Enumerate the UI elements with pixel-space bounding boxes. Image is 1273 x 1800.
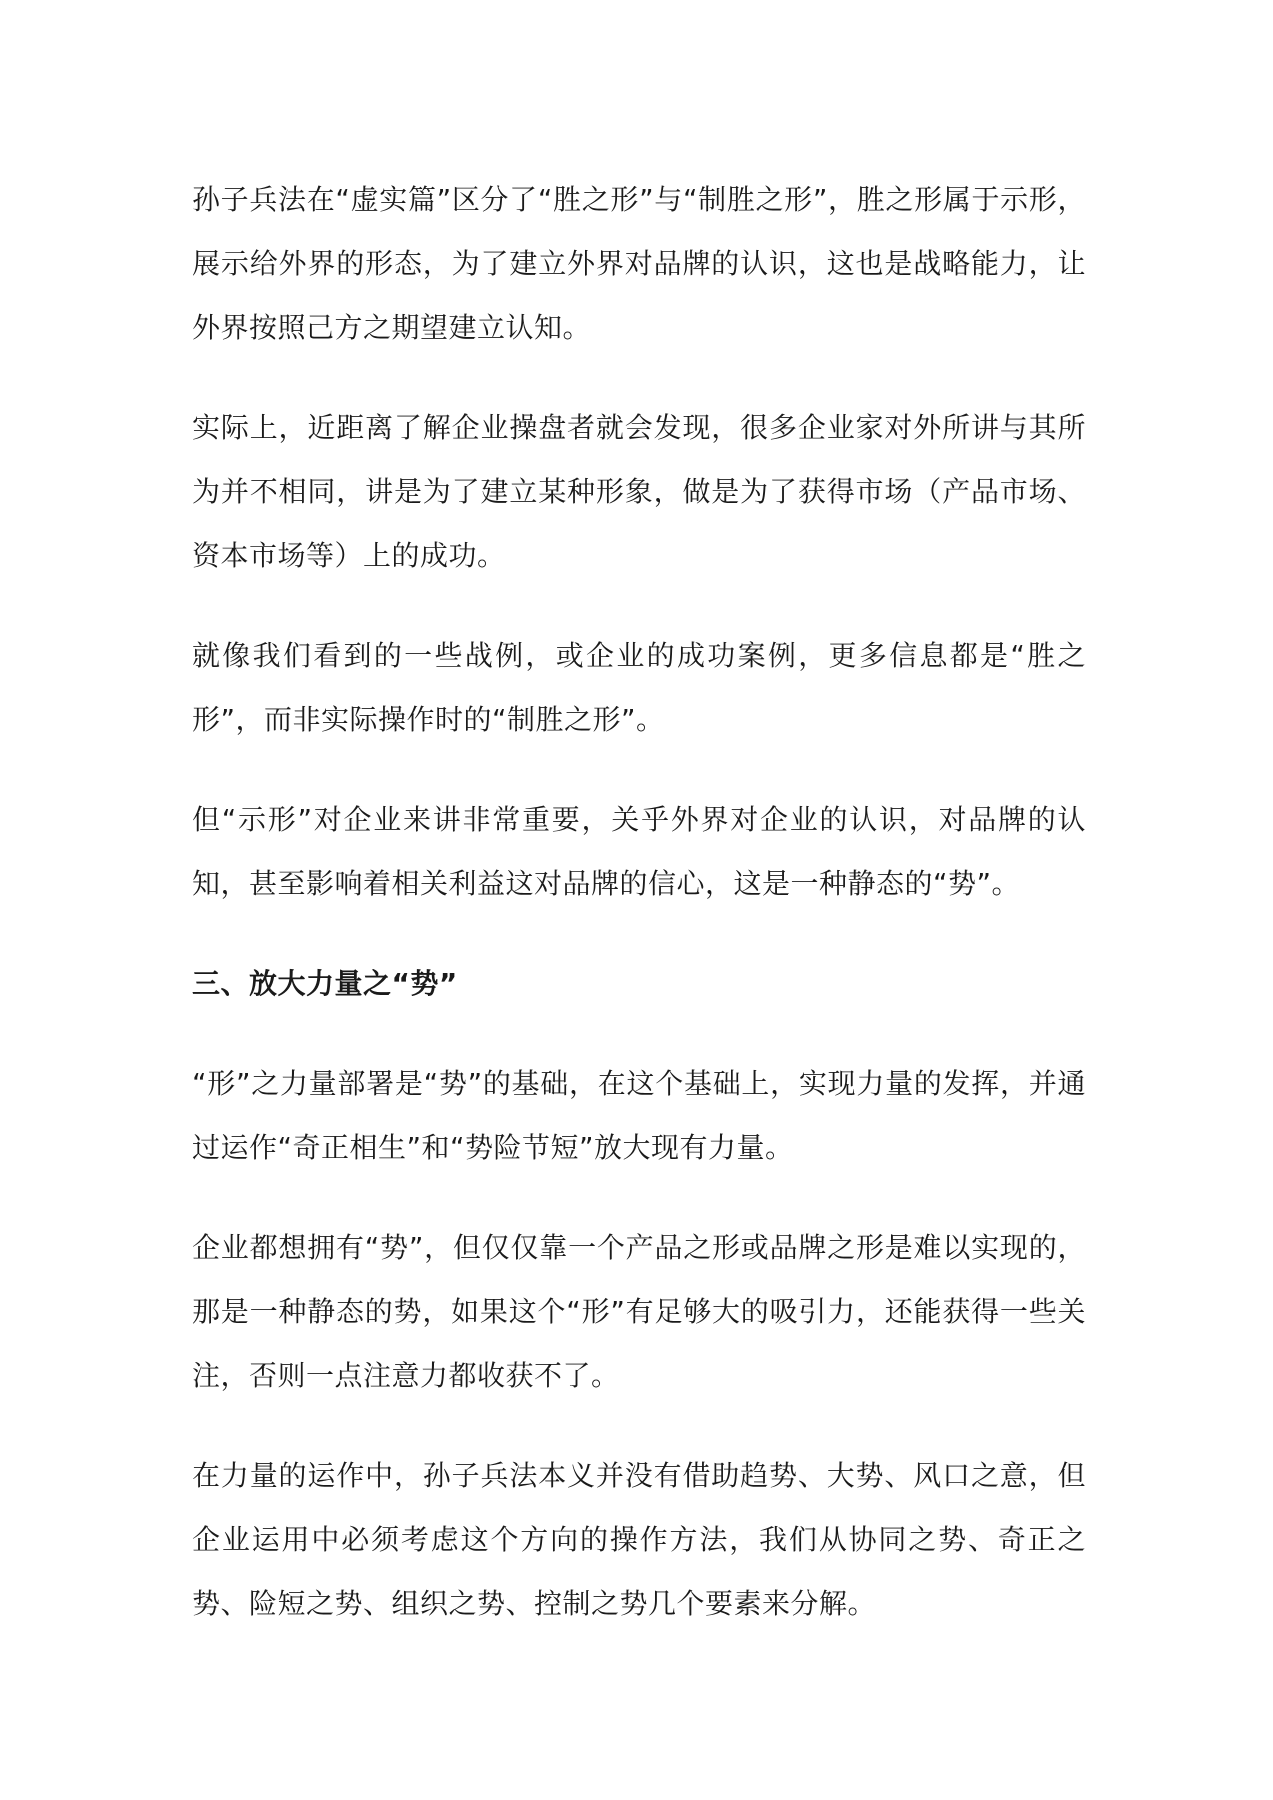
paragraph: 在力量的运作中，孙子兵法本义并没有借助趋势、大势、风口之意，但企业运用中必须考虑这个方向的操作方法，我们从协同之势、奇正之势、险短之势、组织之势、控制之势几个要素来分解。 [192, 1459, 1086, 1620]
paragraph: 就像我们看到的一些战例，或企业的成功案例，更多信息都是“胜之形”，而非实际操作时的“制胜之形”。 [192, 639, 1086, 736]
paragraph: “形”之力量部署是“势”的基础，在这个基础上，实现力量的发挥，并通过运作“奇正相生”和“势险节短”放大现有力量。 [192, 1067, 1086, 1164]
document-page [192, 168, 1086, 1672]
paragraph: 但“示形”对企业来讲非常重要，关乎外界对企业的认识，对品牌的认知，甚至影响着相关利益这对品牌的信心，这是一种静态的“势”。 [192, 803, 1086, 900]
section-heading: 三、放大力量之“势” [192, 967, 458, 1000]
paragraph: 实际上，近距离了解企业操盘者就会发现，很多企业家对外所讲与其所为并不相同，讲是为了建立某种形象，做是为了获得市场（产品市场、资本市场等）上的成功。 [192, 411, 1086, 572]
paragraph: 企业都想拥有“势”，但仅仅靠一个产品之形或品牌之形是难以实现的，那是一种静态的势，如果这个“形”有足够大的吸引力，还能获得一些关注，否则一点注意力都收获不了。 [192, 1231, 1086, 1392]
paragraph: 孙子兵法在“虚实篇”区分了“胜之形”与“制胜之形”，胜之形属于示形，展示给外界的形态，为了建立外界对品牌的认识，这也是战略能力，让外界按照己方之期望建立认知。 [192, 183, 1086, 344]
